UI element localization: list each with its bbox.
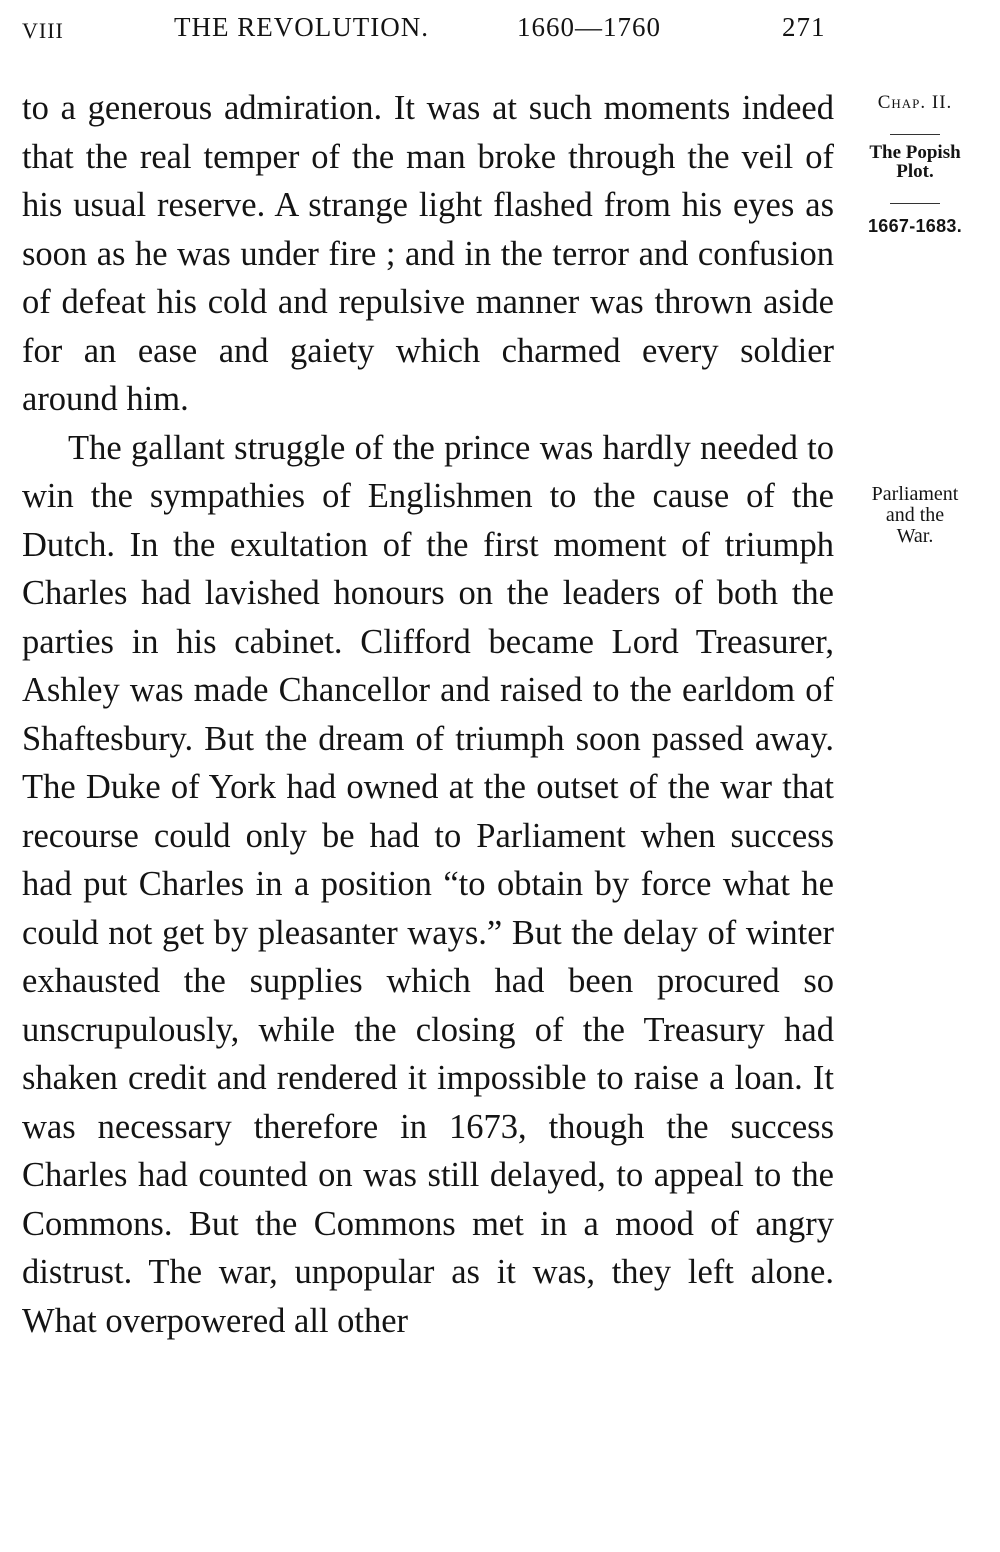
margin-topic <box>845 143 985 181</box>
margin-sidenote-line: War. <box>896 525 934 547</box>
margin-divider <box>890 203 940 204</box>
paragraph: to a generous admiration. It was at such moments indeed that the real temper of the man broke through the veil of his usual reserve. A strange light flashed from his eyes as soon as he was under fire ; and in the terror and confusion of defeat his cold and repulsive manner was thrown aside for an ease and gaiety which charmed every soldier around him. <box>22 89 834 418</box>
margin-chapter-label: Chap. II. <box>877 92 953 113</box>
margin-divider <box>890 134 940 135</box>
margin-topic-line: Plot. <box>896 161 934 182</box>
margin-sidenote <box>845 484 985 547</box>
margin-years: 1667-1683. <box>867 216 963 236</box>
body-text <box>22 84 834 1345</box>
page-number: 271 <box>782 12 826 42</box>
margin-sidenote-line: and the <box>885 504 945 526</box>
chapter-number: VIII <box>22 18 64 43</box>
date-range: 1660—1760 <box>517 12 661 42</box>
margin-sidenote-line: Parliament <box>871 483 959 505</box>
paragraph: The gallant struggle of the prince was hardly needed to win the sympathies of Englishmen to the cause of the Dutch. In the exultation of the first moment of triumph Charles had lavished honours on the leaders of both the parties in his cabinet. Clifford became Lord Treasurer, Ashley was made Chancellor and raised to the earldom of Shaftesbury. But the dream of triumph soon passed away. The Duke of York had owned at the outset of the war that recourse could only be had to Parliament when success had put Charles in a position “to obtain by force what he could not get by pleasanter ways.” But the delay of winter exhausted the supplies which had been procured so unscrupulously, while the closing of the Treasury had shaken credit and rendered it impossible to raise a loan. It was necessary therefore in 1673, though the success Charles had counted on was still delayed, to appeal to the Commons. But the Commons met in a mood of angry distrust. The war, unpopular as it was, they left alone. What overpowered all other <box>22 428 834 1340</box>
margin-topic-line: The Popish <box>869 142 961 163</box>
running-header <box>22 12 832 52</box>
running-title: THE REVOLUTION. <box>174 12 429 42</box>
